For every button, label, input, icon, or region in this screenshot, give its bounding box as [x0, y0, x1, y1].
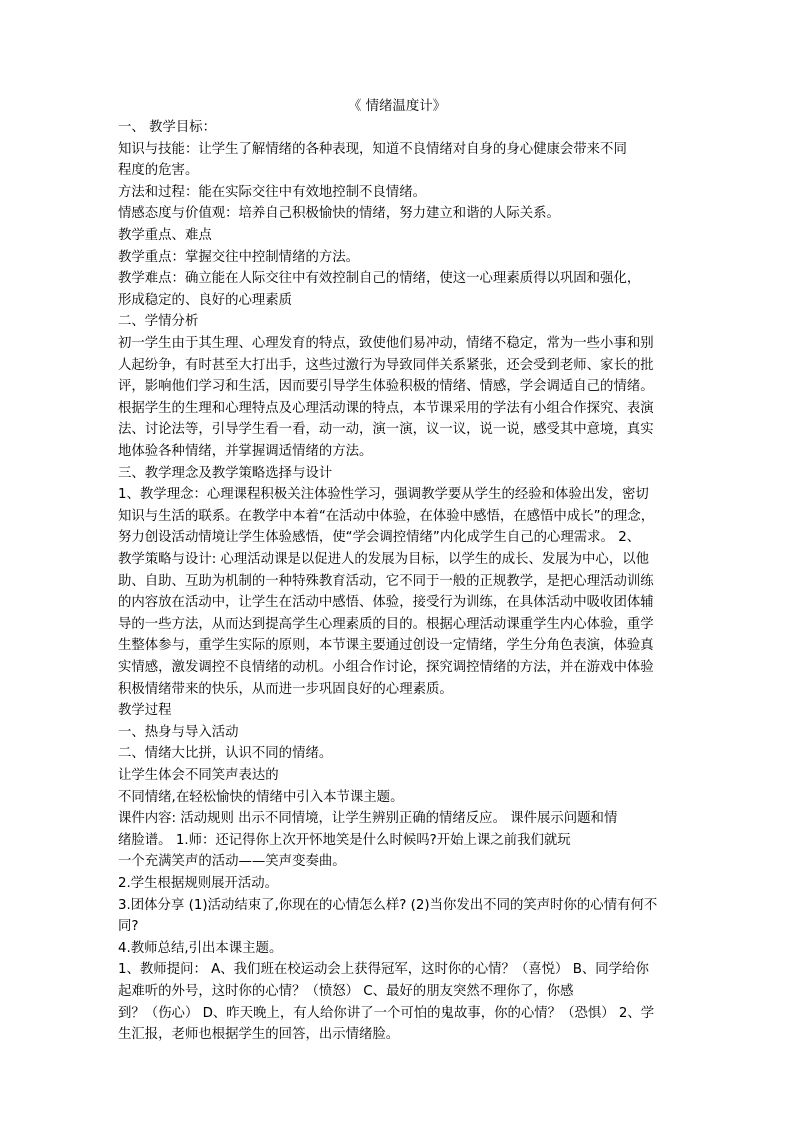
body-line: 教学过程: [118, 703, 172, 719]
body-line: 同?: [118, 919, 139, 935]
body-line: 程度的危害。: [118, 163, 199, 179]
body-line: 一、热身与导入活动: [118, 724, 239, 740]
body-line: 形成稳定的、良好的心理素质: [118, 292, 293, 308]
body-line: 助、自助、互助为机制的一种特殊教育活动，它不同于一般的正规教学，是把心理活动训练: [118, 573, 654, 589]
body-line: 的内容放在活动中，让学生在活动中感悟、体验，接受行为训练，在具体活动中吸收团体辅: [118, 595, 654, 611]
body-line: 1、教师提问： A、我们班在校运动会上获得冠军，这时你的心情？（喜悦） B、同学给你: [118, 962, 649, 978]
body-line: 生整体参与，重学生实际的原则，本节课主要通过创设一定情绪，学生分角色表演，体验真: [118, 638, 654, 654]
body-line: 积极情绪带来的快乐，从而进一步巩固良好的心理素质。: [118, 681, 453, 697]
body-line: 2.学生根据规则展开活动。: [118, 876, 279, 891]
body-line: 评，影响他们学习和生活，因而要引导学生体验积极的情绪、情感，学会调适自己的情绪。: [118, 379, 654, 395]
body-line: 教学重点：掌握交往中控制情绪的方法。: [118, 249, 360, 265]
body-line: 4.教师总结,引出本课主题。: [118, 940, 283, 956]
body-line: 绪脸谱。 1.师：还记得你上次开怀地笑是什么时候吗?开始上课之前我们就玩: [118, 832, 571, 848]
body-line: 努力创设活动情境让学生体验感悟，使“学会调控情绪”内化成学生自己的心理需求。 2、: [118, 530, 641, 546]
body-line: 二、学情分析: [118, 314, 199, 330]
body-line: 一个充满笑声的活动——笑声变奏曲。: [118, 854, 346, 870]
body-line: 法、讨论法等，引导学生看一看，动一动，演一演，议一议，说一说，感受其中意境，真实: [118, 422, 654, 438]
body-line: 教学重点、难点: [118, 228, 212, 243]
body-line: 二、情绪大比拼，认识不同的情绪。: [118, 746, 333, 762]
body-line: 实情感，激发调控不良情绪的动机。小组合作讨论，探究调控情绪的方法，并在游戏中体验: [118, 660, 654, 675]
body-line: 知识与生活的联系。在教学中本着“在活动中体验，在体验中感悟，在感悟中成长”的理念，: [118, 508, 655, 524]
body-line: 生汇报，老师也根据学生的回答，出示情绪脸。: [118, 1027, 400, 1043]
body-line: 3.团体分享 (1)活动结束了,你现在的心情怎么样? (2)当你发出不同的笑声时你的心情有何不: [118, 897, 658, 913]
body-line: 地体验各种情绪，并掌握调适情绪的方法。: [118, 444, 373, 459]
body-line: 知识与技能：让学生了解情绪的各种表现，知道不良情绪对自身的身心健康会带来不同: [118, 141, 627, 157]
body-line: 根据学生的生理和心理特点及心理活动课的特点，本节课采用的学法有小组合作探究、表演: [118, 400, 654, 416]
body-line: 到？（伤心） D、昨天晚上，有人给你讲了一个可怕的鬼故事，你的心情？（恐惧） 2、学: [118, 1005, 655, 1021]
body-line: 教学策略与设计: 心理活动课是以促进人的发展为目标，以学生的成长、发展为中心，以他: [118, 552, 649, 567]
document-title: 《 情绪温度计》: [348, 99, 446, 114]
body-line: 让学生体会不同笑声表达的: [118, 768, 279, 783]
body-line: 人起纷争，有时甚至大打出手，这些过激行为导致同伴关系紧张，还会受到老师、家长的批: [118, 357, 654, 373]
body-line: 不同情绪,在轻松愉快的情绪中引入本节课主题。: [118, 789, 404, 805]
body-line: 方法和过程：能在实际交往中有效地控制不良情绪。: [118, 184, 426, 200]
body-line: 1、教学理念：心理课程积极关注体验性学习，强调教学要从学生的经验和体验出发，密切: [118, 487, 649, 503]
body-line: 初一学生由于其生理、心理发育的特点，致使他们易冲动，情绪不稳定，常为一些小事和别: [118, 336, 654, 351]
body-line: 导的一些方法，从而达到提高学生心理素质的目的。根据心理活动课重学生内心体验，重学: [118, 616, 654, 632]
body-line: 情感态度与价值观：培养自己积极愉快的情绪，努力建立和谐的人际关系。: [118, 206, 560, 222]
body-line: 一、 教学目标：: [118, 120, 216, 135]
body-line: 三、教学理念及教学策略选择与设计: [118, 465, 333, 481]
body-line: 起难听的外号，这时你的心情？（愤怒） C、最好的朋友突然不理你了，你感: [118, 984, 574, 999]
body-line: 课件内容: 活动规则 出示不同情境，让学生辨别正确的情绪反应。 课件展示问题和情: [118, 811, 618, 827]
body-line: 教学难点：确立能在人际交往中有效控制自己的情绪，使这一心理素质得以巩固和强化，: [118, 271, 641, 287]
